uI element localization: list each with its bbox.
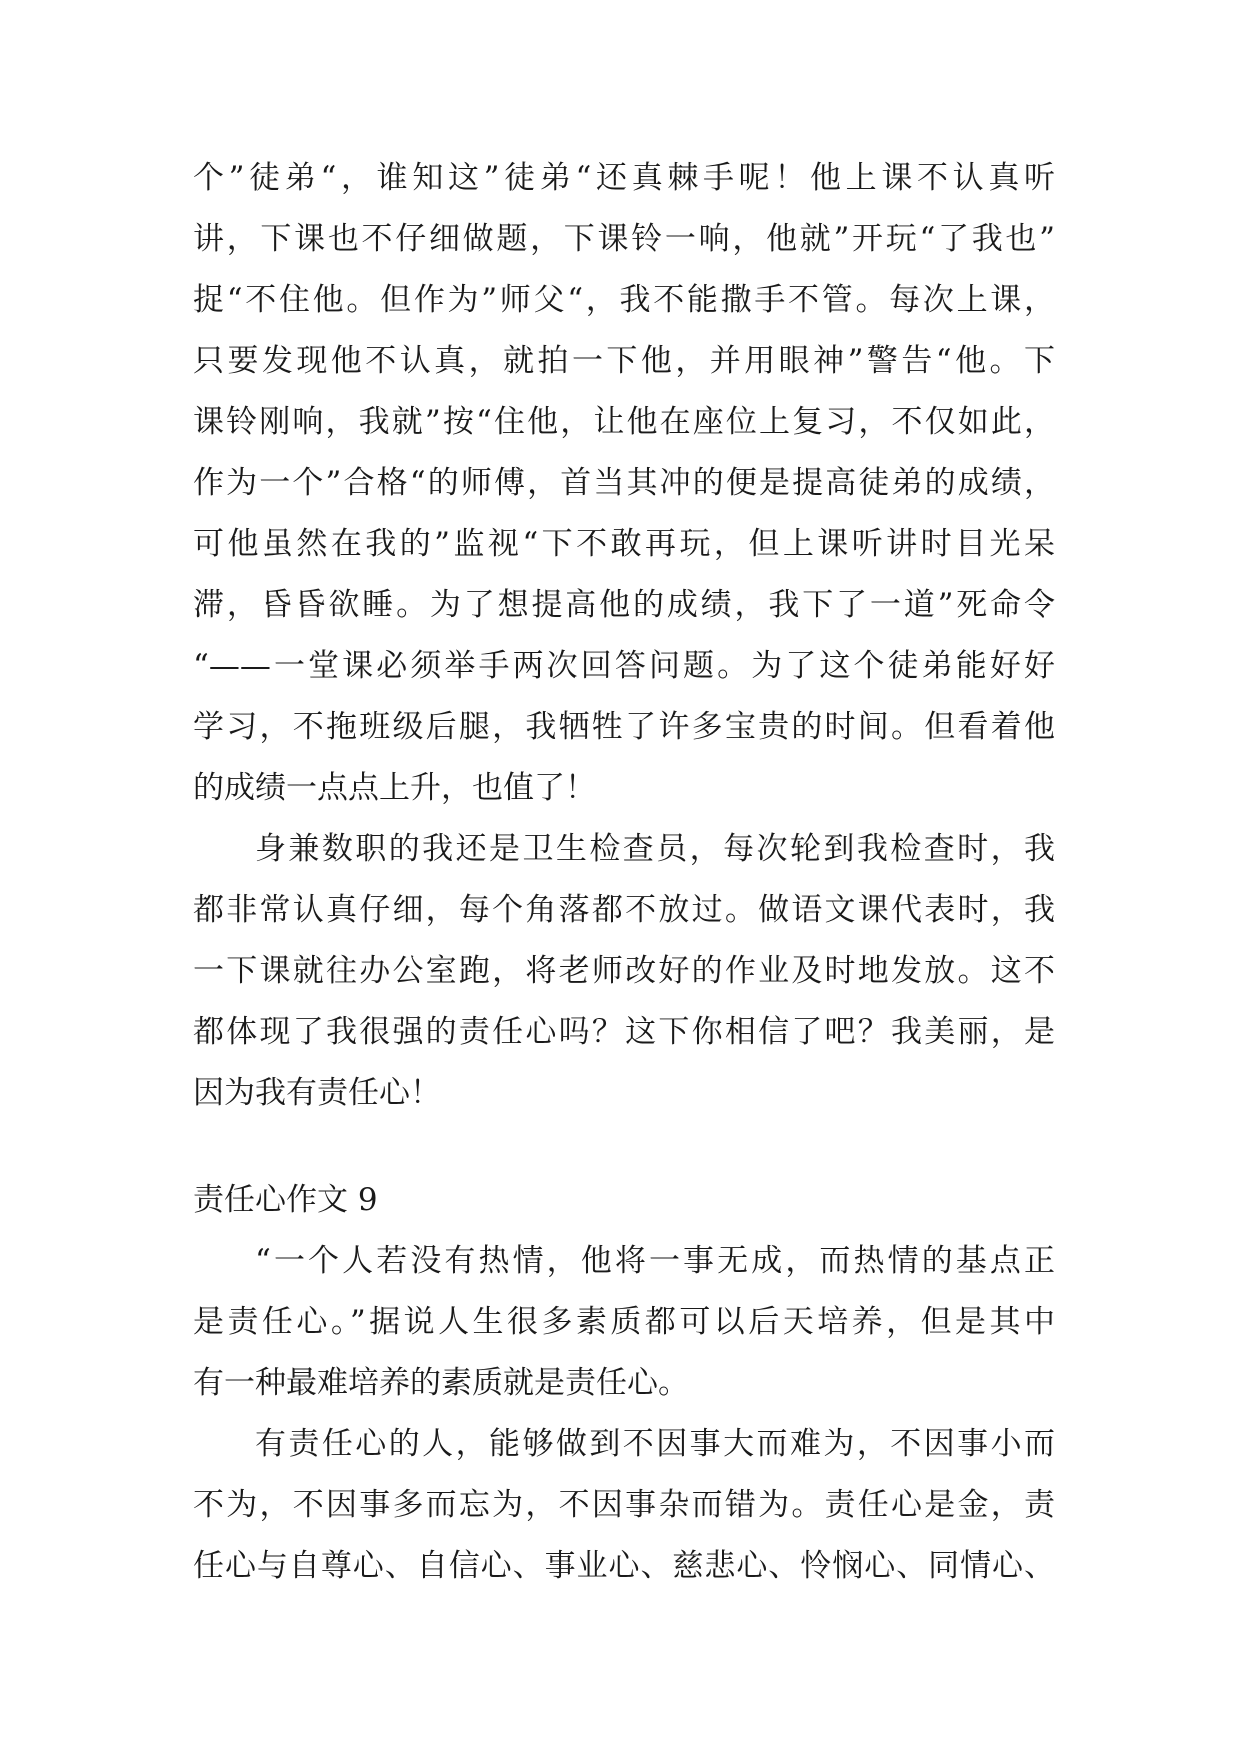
paragraph-line: 都非常认真仔细，每个角落都不放过。做语文课代表时，我 — [193, 892, 1055, 928]
paragraph-line: 有责任心的人，能够做到不因事大而难为，不因事小而 — [255, 1426, 1055, 1462]
paragraph-line: 滞，昏昏欲睡。为了想提高他的成绩，我下了一道”死命令 — [193, 587, 1055, 623]
section-heading: 责任心作文 9 — [193, 1182, 378, 1218]
paragraph-line: “一个人若没有热情，他将一事无成，而热情的基点正 — [255, 1243, 1055, 1279]
paragraph-line: 都体现了我很强的责任心吗？这下你相信了吧？我美丽，是 — [193, 1014, 1055, 1050]
paragraph-line: 可他虽然在我的”监视“下不敢再玩，但上课听讲时目光呆 — [193, 526, 1055, 562]
paragraph-line: 的成绩一点点上升，也值了！ — [193, 770, 596, 806]
paragraph-line: 任心与自尊心、自信心、事业心、慈悲心、怜悯心、同情心、 — [193, 1548, 1055, 1584]
paragraph-line: 只要发现他不认真，就拍一下他，并用眼神”警告“他。下 — [193, 343, 1055, 379]
paragraph-line: 身兼数职的我还是卫生检查员，每次轮到我检查时，我 — [255, 831, 1055, 867]
paragraph-line: 是责任心。”据说人生很多素质都可以后天培养，但是其中 — [193, 1304, 1055, 1340]
paragraph-line: 课铃刚响，我就”按“住他，让他在座位上复习，不仅如此， — [193, 404, 1055, 440]
paragraph-line: 不为，不因事多而忘为，不因事杂而错为。责任心是金，责 — [193, 1487, 1055, 1523]
paragraph-line: “——一堂课必须举手两次回答问题。为了这个徒弟能好好 — [193, 648, 1055, 684]
paragraph-line: 讲，下课也不仔细做题，下课铃一响，他就”开玩“了我也” — [193, 221, 1055, 257]
paragraph-line: 捉“不住他。但作为”师父“，我不能撒手不管。每次上课， — [193, 282, 1055, 318]
paragraph-line: 因为我有责任心！ — [193, 1075, 441, 1111]
paragraph-line: 有一种最难培养的素质就是责任心。 — [193, 1365, 689, 1401]
paragraph-line: 作为一个”合格“的师傅，首当其冲的便是提高徒弟的成绩， — [193, 465, 1055, 501]
paragraph-line: 个”徒弟“，谁知这”徒弟“还真棘手呢！他上课不认真听 — [193, 160, 1055, 196]
paragraph-line: 学习，不拖班级后腿，我牺牲了许多宝贵的时间。但看着他 — [193, 709, 1055, 745]
paragraph-line: 一下课就往办公室跑，将老师改好的作业及时地发放。这不 — [193, 953, 1055, 989]
